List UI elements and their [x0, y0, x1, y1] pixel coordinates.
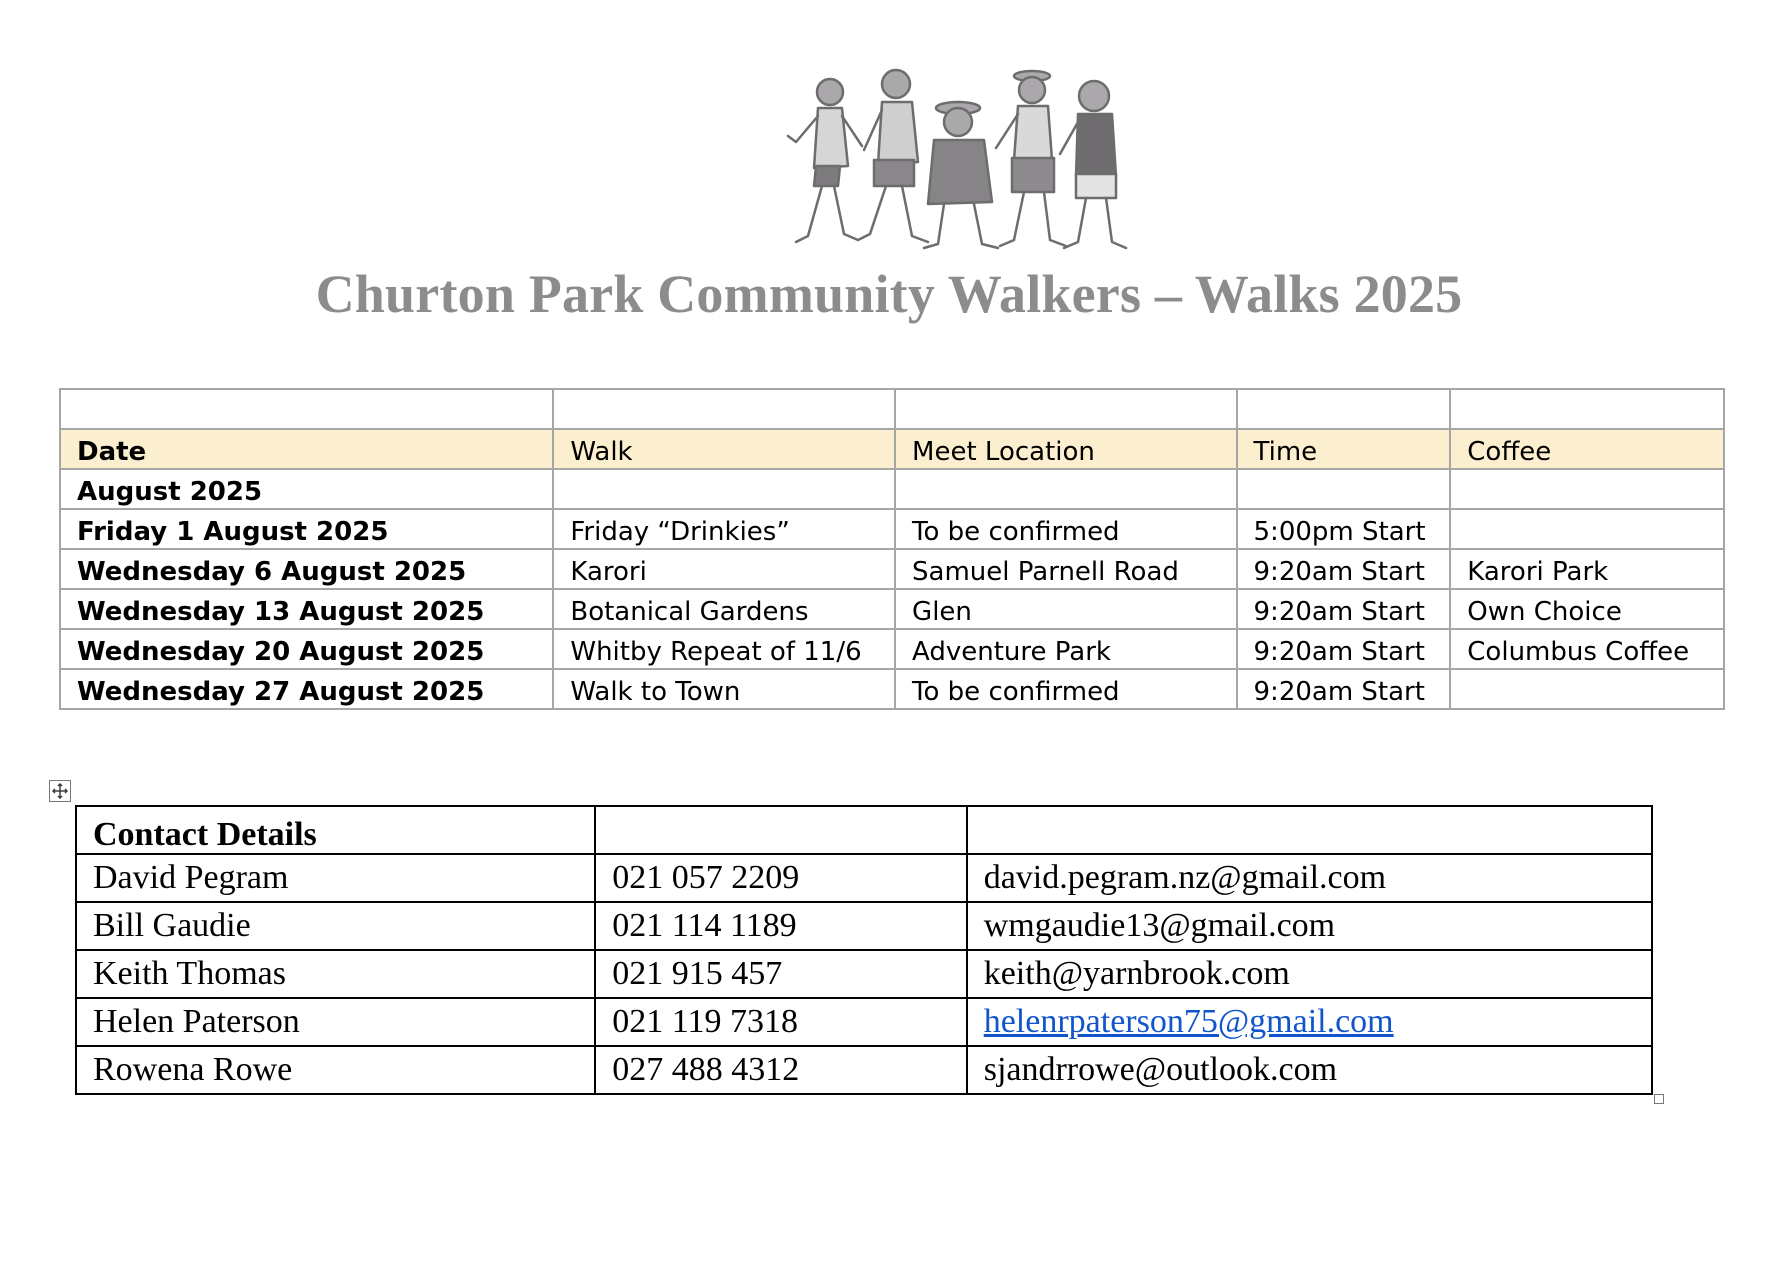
table-row [60, 509, 1724, 549]
meet-location: Adventure Park [895, 629, 1236, 669]
walk-date: Wednesday 20 August 2025 [60, 629, 553, 669]
table-move-handle-icon[interactable] [49, 780, 71, 802]
walk-name: Whitby Repeat of 11/6 [553, 629, 895, 669]
contact-phone: 021 915 457 [595, 950, 967, 998]
contacts-heading-row [76, 806, 1652, 854]
coffee-place [1450, 509, 1724, 549]
contact-name: Keith Thomas [76, 950, 595, 998]
contact-email: sjandrrowe@outlook.com [967, 1046, 1652, 1094]
month-row [60, 469, 1724, 509]
walk-name: Friday “Drinkies” [553, 509, 895, 549]
table-row [60, 629, 1724, 669]
contact-name: Bill Gaudie [76, 902, 595, 950]
walk-time: 5:00pm Start [1237, 509, 1451, 549]
contact-email: david.pegram.nz@gmail.com [967, 854, 1652, 902]
coffee-place: Own Choice [1450, 589, 1724, 629]
meet-location: To be confirmed [895, 669, 1236, 709]
column-header-walk: Walk [553, 429, 895, 469]
table-header-row [60, 429, 1724, 469]
coffee-place: Columbus Coffee [1450, 629, 1724, 669]
walk-date: Wednesday 27 August 2025 [60, 669, 553, 709]
table-row [76, 1046, 1652, 1094]
table-row [60, 589, 1724, 629]
contact-details-table [75, 805, 1653, 1095]
walk-date: Wednesday 13 August 2025 [60, 589, 553, 629]
contact-phone: 027 488 4312 [595, 1046, 967, 1094]
column-header-coffee: Coffee [1450, 429, 1724, 469]
contact-name: Helen Paterson [76, 998, 595, 1046]
walkers-illustration-icon [778, 56, 1134, 258]
walks-schedule-table [59, 388, 1725, 710]
walk-time: 9:20am Start [1237, 629, 1451, 669]
meet-location: To be confirmed [895, 509, 1236, 549]
walk-name: Karori [553, 549, 895, 589]
coffee-place: Karori Park [1450, 549, 1724, 589]
table-resize-handle-icon[interactable] [1654, 1094, 1664, 1104]
walk-time: 9:20am Start [1237, 549, 1451, 589]
contact-phone: 021 057 2209 [595, 854, 967, 902]
table-row [76, 902, 1652, 950]
contact-email: wmgaudie13@gmail.com [967, 902, 1652, 950]
coffee-place [1450, 669, 1724, 709]
walk-time: 9:20am Start [1237, 669, 1451, 709]
month-label: August 2025 [60, 469, 553, 509]
contact-phone: 021 114 1189 [595, 902, 967, 950]
column-header-time: Time [1237, 429, 1451, 469]
table-row-blank [60, 389, 1724, 429]
table-row [60, 549, 1724, 589]
contact-email-cell [967, 998, 1652, 1046]
table-row [76, 998, 1652, 1046]
contact-email-link[interactable]: helenrpaterson75@gmail.com [983, 1003, 1394, 1040]
walk-time: 9:20am Start [1237, 589, 1451, 629]
walk-name: Botanical Gardens [553, 589, 895, 629]
meet-location: Samuel Parnell Road [895, 549, 1236, 589]
column-header-meet-location: Meet Location [895, 429, 1236, 469]
contact-name: Rowena Rowe [76, 1046, 595, 1094]
table-row [60, 669, 1724, 709]
page-title: Churton Park Community Walkers – Walks 2025 [315, 264, 1463, 324]
contact-email: keith@yarnbrook.com [967, 950, 1652, 998]
contact-name: David Pegram [76, 854, 595, 902]
column-header-date: Date [60, 429, 553, 469]
meet-location: Glen [895, 589, 1236, 629]
table-row [76, 950, 1652, 998]
contact-phone: 021 119 7318 [595, 998, 967, 1046]
walk-name: Walk to Town [553, 669, 895, 709]
walk-date: Wednesday 6 August 2025 [60, 549, 553, 589]
contact-details-heading: Contact Details [76, 806, 595, 854]
walk-date: Friday 1 August 2025 [60, 509, 553, 549]
table-row [76, 854, 1652, 902]
